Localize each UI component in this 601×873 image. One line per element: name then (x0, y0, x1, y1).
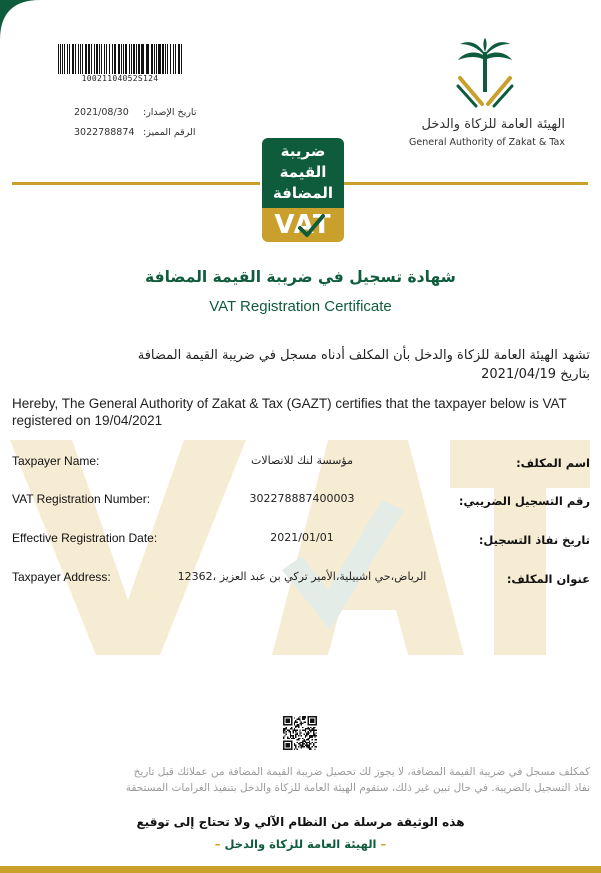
barcode-number: 10021104052S124 (81, 74, 159, 83)
unique-number-label: الرقم المميز: (143, 127, 196, 138)
footer-authority (0, 837, 601, 851)
field-label-en: Taxpayer Name: (12, 454, 100, 468)
checkmark-icon (296, 212, 326, 240)
issue-date: 2021/08/30 (74, 107, 129, 118)
field-label-ar: رقم التسجيل الضريبي: (458, 494, 590, 508)
footer-dash-right: – (380, 837, 387, 851)
title-ar: شهادة تسجيل في ضريبة القيمة المضافة (145, 268, 456, 286)
vat-badge (262, 138, 344, 242)
field-label-en: Taxpayer Address: (12, 570, 111, 584)
field-label-ar: عنوان المكلف: (506, 572, 590, 586)
qr-code (283, 716, 317, 750)
vat-badge-top (262, 138, 344, 208)
field-effective-date (12, 531, 590, 551)
field-taxpayer-name (12, 454, 590, 474)
field-label-ar: تاريخ نفاذ التسجيل: (478, 533, 590, 547)
intro-en: Hereby, The General Authority of Zakat & Tax (GAZT) certifies that the taxpayer below is VAT registered on 19/04/2021 (12, 396, 567, 428)
meta-values (74, 106, 144, 146)
vat-badge-line2: القيمة (279, 163, 327, 181)
barcode (58, 44, 182, 74)
authority-palm-logo (452, 38, 518, 110)
notice-ar (12, 764, 590, 796)
notice-ar-line1: كمكلف مسجل في ضريبة القيمة المضافة، لا يجوز لك تحصيل ضريبة القيمة المضافة من عملائك قبل تاريخ (133, 766, 590, 778)
title-en: VAT Registration Certificate (209, 298, 392, 315)
intro-ar (12, 346, 590, 384)
vat-badge-bottom (262, 208, 344, 242)
intro-ar-line1: تشهد الهيئة العامة للزكاة والدخل بأن المكلف أدناه مسجل في ضريبة القيمة المضافة (137, 348, 590, 363)
field-value: الرياض،حي اشبيلية،الأمير تركي بن عبد العزيز ،12362 (177, 570, 427, 583)
unique-number: 3022788874 (74, 127, 135, 138)
bottom-gold-bar (0, 866, 601, 873)
footer-authority-name: الهيئة العامة للزكاة والدخل (224, 837, 377, 851)
gold-divider-right (344, 182, 588, 185)
field-label-en: VAT Registration Number: (12, 492, 151, 506)
vat-badge-line1: ضريبة (280, 142, 326, 160)
field-label-en: Effective Registration Date: (12, 531, 158, 545)
field-label-ar: اسم المكلف: (516, 456, 590, 470)
system-generated-note: هذه الوثيقة مرسلة من النظام الآلي ولا تحتاج إلى توقيع (136, 815, 465, 829)
field-vat-number (12, 492, 590, 512)
field-address (12, 570, 590, 590)
meta-labels (143, 106, 223, 146)
field-value: 302278887400003 (249, 492, 355, 505)
notice-ar-line2: نفاذ التسجيل بالضريبة. في حال تبين غير ذلك، ستقوم الهيئة العامة للزكاة والدخل بتنفيذ الغرامات المستحقة (125, 782, 590, 794)
vat-badge-text: VAT (274, 210, 332, 240)
intro-ar-line2: بتاريخ 2021/04/19 (481, 367, 590, 382)
gold-divider-left (12, 182, 260, 185)
authority-name-ar: الهيئة العامة للزكاة والدخل (421, 117, 565, 132)
footer-dash-left: – (214, 837, 221, 851)
field-value: 2021/01/01 (270, 531, 334, 544)
field-value: مؤسسة لنك للاتصالات (251, 454, 353, 467)
vat-badge-line3: المضافة (272, 184, 334, 202)
issue-date-label: تاريخ الإصدار: (143, 107, 197, 118)
authority-name-en: General Authority of Zakat & Tax (409, 137, 565, 148)
